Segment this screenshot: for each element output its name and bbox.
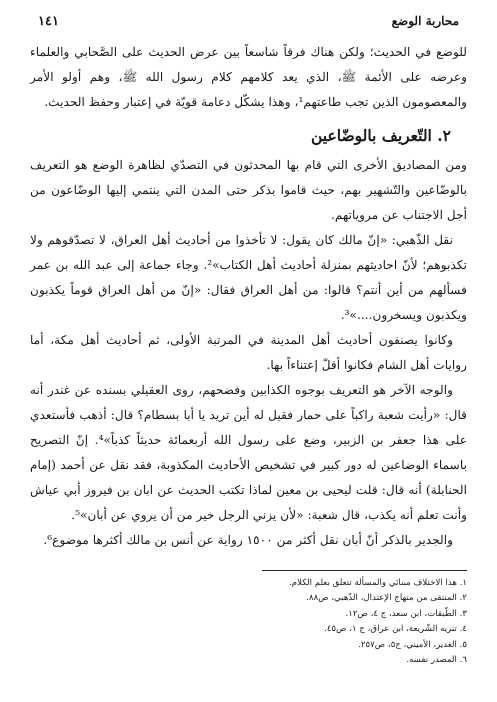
footnote: ١. هذا الاختلاف مبنائي والمسألة تتعلق بعلم الكلام. [289,578,467,588]
page-header [38,10,459,32]
footnote: ٥. الغدير، الأميني، ج٥، ص٢٥٧. [358,639,467,650]
section-heading: ٢. التّعريف بالوضّاعين [311,126,451,145]
body-paragraph: ومن المصاديق الأخرى التي قام بها المحدثون في التصدّي لظاهرة الوضع هو التعريف بالوضّاعين والتّشهير بهم، حيث قاموا بذكر حتى المدن التي ينتمي إليها الوضّاعون من أجل الاجتناب عن مروياتهم. [30,158,467,222]
body-paragraph: للوضع في الحديث؛ ولكن هناك فرقاً شاسعاً بين عرض الحديث على الصَّحابي والعلماء وعرضه على الأئمة ﷺ، الذي يعد كلامهم كلام رسول الله ﷺ، وهم أولو الأمر والمعصومون الذين تجب طاعتهم¹، وهذا يشكّل دعامة قويّة في إعتبار وحفظ الحديث. [30,45,467,109]
footnote: ٦. المصدر نفسه. [406,655,467,666]
page-body [30,40,467,553]
footnotes-list [30,576,467,668]
footnote: ٢. المنتقى من منهاج الإعتدال، الذّهبي، ص٨٨. [306,593,467,604]
body-paragraph: وكانوا يصنفون أحاديث أهل المدينة في المرتبة الأولى، ثم أحاديث أهل مكة، أما روايات أهل الشام فكانوا أقلّ إعتناءاً بها. [30,333,467,372]
footnote: ٤. تنزيه الشّريعة، ابن عراق، ج ١، ص٤٥. [324,624,467,635]
page-number: ١٤١ [38,13,59,29]
body-paragraph: والوجه الآخر هو التعريف بوجوه الكذابين وفضحهم، روى العقيلي بسنده عن غندر أنه قال: «رأيت شعبة راكباً على حمار فقيل له أين تريد يا أبا بسطام؟ قال: أذهب فأستعدي على هذا جعفر بن الزبير، وضع على رسول الله أربعمائة حديثاً كذباً»⁴. إنّ التصريح باسماء الوضاعين له دور كبير في تشخيص الأحاديث المكذوبة، فقد نقل عن أحمد (إمام الحنابلة) أنه قال: قلت ليحيى بن معين لماذا تكتب الحديث عن ابان بن فيروز أبي عياش وأنت تعلم أنه يكذب، قال شعبة: «لأن يزني الرجل خير من أن يروي عن أبان»⁵. [30,383,468,522]
body-paragraph: والجدير بالذكر أنّ أبان نقل أكثر من ١٥٠٠ رواية عن أنس بن مالك أكثرها موضوع⁶. [43,533,453,547]
running-title: محاربة الوضع [391,14,459,28]
footnote: ٣. الطّبقات، ابن سعد، ج ٤، ص١٢. [345,608,467,619]
footnote-separator [262,570,467,571]
body-paragraph: نقل الذّهبي: «إنّ مالك كان يقول: لا تأخذوا من أحاديث أهل العراق، لا تصدّقوهم ولا تكذبوهم؛ لأنّ احاديثهم بمنزلة أحاديث أهل الكتاب»². وجاء جماعة إلى عبد الله بن عمر فسألهم من أين أنتم؟ قالوا: من أهل العراق فقال: «إنّ من أهل العراق قوماً يكذبون ويكذبون ويسخرون....»³. [30,233,467,322]
